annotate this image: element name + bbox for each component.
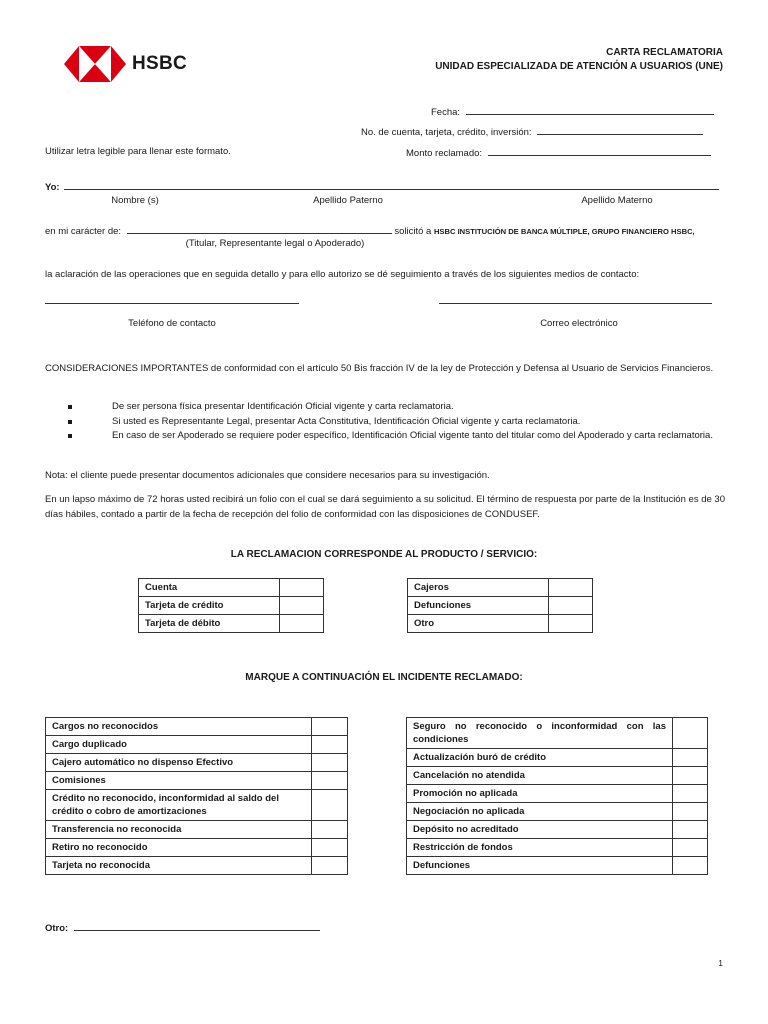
incident-checkbox[interactable] [673,749,708,767]
page-title: CARTA RECLAMATORIA [606,47,723,58]
page-subtitle: UNIDAD ESPECIALIZADA DE ATENCIÓN A USUARIOS (UNE) [435,61,723,72]
incident-checkbox[interactable] [312,718,348,736]
otro-row [45,921,320,934]
page-number: 1 [718,958,723,968]
fecha-row [431,105,714,118]
telefono-caption: Teléfono de contacto [128,318,216,329]
nota-text: Nota: el cliente puede presentar documentos adicionales que considere necesarios para su investigación. [45,470,490,481]
incident-checkbox[interactable] [312,736,348,754]
product-label: Cajeros [408,579,549,597]
product-label: Cuenta [139,579,280,597]
consideraciones-text: CONSIDERACIONES IMPORTANTES de conformidad con el artículo 50 Bis fracción IV de la ley de Protección y Defensa al Usuario de Servicios Financieros. [45,363,714,374]
table-row [46,772,348,790]
institution-name: HSBC INSTITUCIÓN DE BANCA MÚLTIPLE, GRUPO FINANCIERO HSBC, [433,227,695,236]
product-checkbox[interactable] [280,597,324,615]
incident-checkbox[interactable] [312,754,348,772]
caracter-caption: (Titular, Representante legal o Apoderado) [185,238,365,249]
incident-checkbox[interactable] [312,790,348,821]
incidente-title: MARQUE A CONTINUACIÓN EL INCIDENTE RECLAMADO: [245,672,523,683]
incident-checkbox[interactable] [673,857,708,875]
correo-caption: Correo electrónico [540,318,618,329]
header [435,46,723,74]
table-row [407,767,708,785]
table-row [46,718,348,736]
brand-name: HSBC [132,53,188,74]
fecha-field[interactable] [466,105,714,115]
hexagon-icon [64,46,126,82]
monto-row [406,146,711,159]
cuenta-field[interactable] [537,125,703,135]
incident-label: Negociación no aplicada [407,803,673,821]
incident-checkbox[interactable] [312,772,348,790]
product-checkbox[interactable] [280,615,324,633]
yo-row [45,180,719,193]
table-row [46,790,348,821]
incident-label: Restricción de fondos [407,839,673,857]
incident-label: Cajero automático no dispenso Efectivo [46,754,312,772]
table-row [408,597,593,615]
yo-field[interactable] [64,180,719,190]
table-row [139,579,324,597]
otro-label: Otro: [45,923,69,934]
incident-label: Cargo duplicado [46,736,312,754]
hsbc-logo [64,46,188,82]
producto-table-right [407,578,593,633]
incidente-table-right [406,717,708,875]
cuenta-row [361,125,703,138]
instruction-text: Utilizar letra legible para llenar este formato. [45,146,231,157]
incident-checkbox[interactable] [673,785,708,803]
table-row [407,857,708,875]
product-checkbox[interactable] [549,579,593,597]
incident-checkbox[interactable] [312,857,348,875]
incident-label: Comisiones [46,772,312,790]
product-label: Defunciones [408,597,549,615]
nombre-caption: Nombre (s) [111,195,159,206]
incident-label: Crédito no reconocido, inconformidad al saldo del crédito o cobro de amortizaciones [46,790,312,821]
monto-label: Monto reclamado: [406,148,483,159]
incident-label: Transferencia no reconocida [46,821,312,839]
yo-label: Yo: [45,182,60,193]
incident-label: Promoción no aplicada [407,785,673,803]
table-row [408,615,593,633]
table-row [139,597,324,615]
table-row [46,736,348,754]
otro-field[interactable] [74,921,320,931]
list-item: De ser persona física presentar Identificación Oficial vigente y carta reclamatoria. [66,400,724,415]
product-checkbox[interactable] [549,615,593,633]
incident-label: Cargos no reconocidos [46,718,312,736]
incident-label: Seguro no reconocido o inconformidad con las condiciones [407,718,673,749]
caracter-field[interactable] [127,224,392,234]
table-row [407,821,708,839]
table-row [46,839,348,857]
table-row [46,857,348,875]
materno-caption: Apellido Materno [581,195,653,206]
product-checkbox[interactable] [549,597,593,615]
product-label: Otro [408,615,549,633]
table-row [139,615,324,633]
incident-label: Depósito no acreditado [407,821,673,839]
table-row [407,839,708,857]
aclaracion-text: la aclaración de las operaciones que en seguida detallo y para ello autorizo se dé seguimiento a través de los siguientes medios de contacto: [45,269,640,280]
table-row [46,754,348,772]
list-item: En caso de ser Apoderado se requiere poder específico, Identificación Oficial vigente tanto del titular como del Apoderado y carta reclamatoria. [66,429,724,444]
table-row [46,821,348,839]
incident-label: Defunciones [407,857,673,875]
list-item: Si usted es Representante Legal, presentar Acta Constitutiva, Identificación Oficial vigente y carta reclamatoria. [66,415,724,430]
table-row [407,785,708,803]
incident-checkbox[interactable] [312,821,348,839]
table-row [407,718,708,749]
incidente-table-left [45,717,348,875]
product-checkbox[interactable] [280,579,324,597]
producto-table-left [138,578,324,633]
fecha-label: Fecha: [431,107,461,118]
incident-checkbox[interactable] [673,803,708,821]
incident-checkbox[interactable] [673,821,708,839]
telefono-field[interactable] [45,303,299,304]
requirements-list [66,400,724,444]
monto-field[interactable] [488,146,711,156]
product-label: Tarjeta de débito [139,615,280,633]
caracter-row [45,224,695,237]
incident-label: Cancelación no atendida [407,767,673,785]
table-row [408,579,593,597]
producto-title: LA RECLAMACION CORRESPONDE AL PRODUCTO / SERVICIO: [230,549,538,560]
caracter-label: en mi carácter de: [45,226,122,237]
product-label: Tarjeta de crédito [139,597,280,615]
table-row [407,749,708,767]
paterno-caption: Apellido Paterno [313,195,383,206]
correo-field[interactable] [439,303,712,304]
incident-label: Tarjeta no reconocida [46,857,312,875]
solicito-text: solicitó a [394,226,432,237]
incident-checkbox[interactable] [673,718,708,749]
table-row [407,803,708,821]
cuenta-label: No. de cuenta, tarjeta, crédito, inversión: [361,127,532,138]
incident-checkbox[interactable] [673,839,708,857]
incident-checkbox[interactable] [673,767,708,785]
incident-checkbox[interactable] [312,839,348,857]
incident-label: Actualización buró de crédito [407,749,673,767]
lapso-text: En un lapso máximo de 72 horas usted recibirá un folio con el cual se dará seguimiento a su solicitud. El término de respuesta por parte de la Institución es de 30 días hábiles, contado a partir de la fecha de recepción del folio de conformidad con las disposiciones de CONDUSEF. [45,494,725,520]
incident-label: Retiro no reconocido [46,839,312,857]
